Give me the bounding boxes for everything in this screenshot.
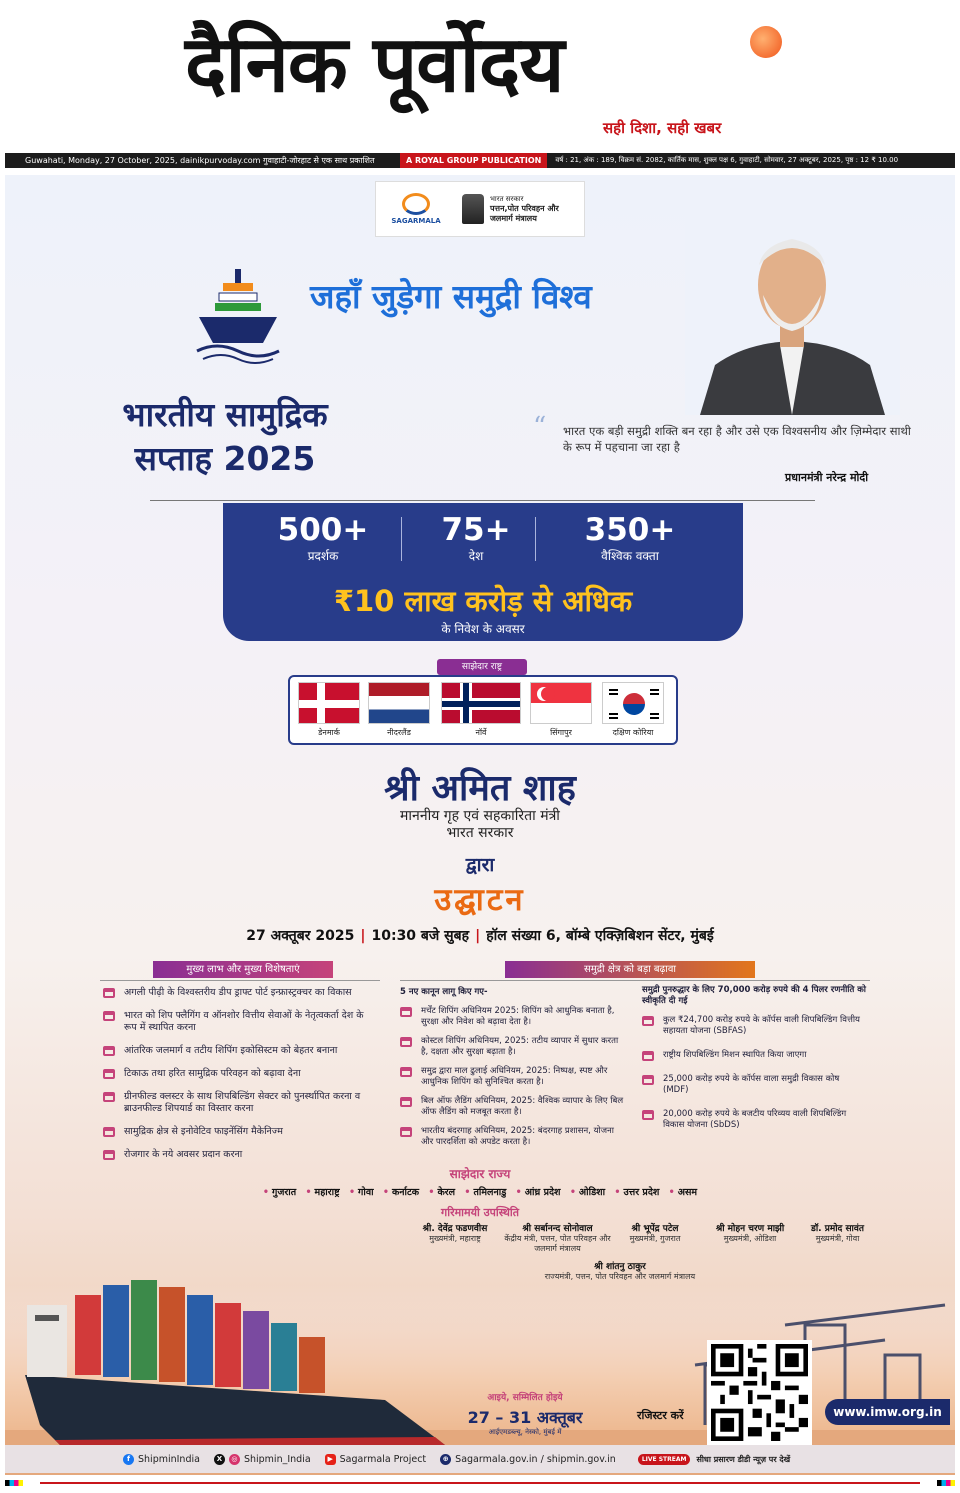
- list-item: [642, 1074, 867, 1096]
- law-text: मर्चेंट शिपिंग अधिनियम 2025: शिपिंग को आधुनिक बनाता है, सुरक्षा और निवेश को बढ़ावा देता है।: [421, 1006, 615, 1027]
- benefit-text: ग्रीनफील्ड क्लस्टर के साथ शिपबिल्डिंग सेक्टर को पुनर्स्थापित करना व ब्राउनफील्ड शिपयार्ड का विस्तार करना: [124, 1091, 361, 1114]
- norway-flag-icon: [441, 682, 521, 724]
- state-item: • तमिलनाडु: [464, 1187, 507, 1198]
- newspaper-title: दैनिक पूर्वोदय: [185, 19, 564, 110]
- live-stream-info: [638, 1454, 790, 1465]
- websites-text: Sagarmala.gov.in / shipmin.gov.in: [455, 1453, 616, 1465]
- document-icon: [400, 1037, 412, 1047]
- flag-denmark: [296, 682, 362, 738]
- flag-label: नीदरलैंड: [387, 728, 411, 737]
- south-korea-flag-icon: [602, 682, 664, 724]
- law-text: भारतीय बंदरगाह अधिनियम, 2025: बंदरगाह प्रशासन, योजना और पारदर्शिता को अपडेट करता है।: [421, 1126, 614, 1147]
- maritime-week-advertisement: [5, 175, 955, 1475]
- list-item: [400, 1036, 625, 1058]
- list-item: [103, 1045, 373, 1057]
- port-scene-illustration: [5, 1245, 955, 1475]
- state-item: • गोवा: [348, 1187, 374, 1198]
- list-item: [400, 1006, 625, 1028]
- building-icon: [103, 1150, 115, 1160]
- investment-subtext: के निवेश के अवसर: [441, 622, 525, 636]
- prime-minister-photo: [685, 215, 900, 415]
- live-text: सीधा प्रसारण डीडी न्यूज़ पर देखें: [696, 1454, 791, 1464]
- register-label: रजिस्टर करें: [637, 1409, 684, 1422]
- stat-divider: [401, 517, 402, 561]
- youtube-handle: Sagarmala Project: [339, 1453, 427, 1465]
- event-venue: हॉल संख्या 6, बॉम्बे एक्ज़िबिशन सेंटर, मुंबई: [486, 928, 714, 944]
- event-date: 27 अक्तूबर 2025: [246, 928, 355, 944]
- stat-label: देश: [468, 549, 484, 563]
- flag-singapore: [528, 682, 594, 738]
- web-link[interactable]: [440, 1454, 616, 1465]
- law-text: बिल ऑफ लैडिंग अधिनियम, 2025: वैश्विक व्यापार के लिए बिल ऑफ लैडिंग को मजबूत करता है।: [421, 1096, 624, 1117]
- youtube-icon: ▶: [325, 1454, 336, 1465]
- flag-netherlands: [366, 682, 432, 738]
- chief-guest-role: [5, 808, 955, 842]
- facebook-icon: f: [123, 1454, 134, 1465]
- benefit-text: सामुद्रिक क्षेत्र से इनोवेटिव फाइनेंसिंग मैकेनिज्म: [124, 1126, 283, 1137]
- pm-quote: [533, 412, 915, 455]
- coins-icon: [642, 1016, 654, 1026]
- dignitary-role: मुख्यमंत्री, गुजरात: [629, 1234, 681, 1243]
- chief-guest-name: श्री अमित शाह: [384, 768, 576, 809]
- national-emblem-icon: [462, 194, 484, 224]
- divider: [150, 500, 815, 501]
- building-icon: [103, 988, 115, 998]
- benefit-text: टिकाऊ तथा हरित सामुद्रिक परिवहन को बढ़ावा देना: [124, 1068, 301, 1079]
- event-details: 27 अक्तूबर 2025 | 10:30 बजे सुबह | हॉल संख्या 6, बॉम्बे एक्ज़िबिशन सेंटर, मुंबई: [246, 928, 714, 944]
- stat-value: 75+: [441, 512, 511, 548]
- fund-text: कुल ₹24,700 करोड़ रुपये के कॉर्पस वाली शिपबिल्डिंग वित्तीय सहायता योजना (SBFAS): [663, 1015, 860, 1036]
- issue-info: वर्ष : 21, अंक : 189, विक्रम सं. 2082, कार्तिक मास, शुक्ल पक्ष 6, गुवाहाटी, सोमवार, 27 अक्टूबर, 2025, पृष्ठ : 12 ₹ 10.00: [555, 156, 899, 164]
- coins-icon: [642, 1051, 654, 1061]
- list-item: [400, 1066, 625, 1088]
- law-text: कोस्टल शिपिंग अधिनियम, 2025: तटीय व्यापार में सुधार करता है, दक्षता और सुरक्षा बढ़ाता है।: [421, 1036, 619, 1057]
- registration-strip: [5, 1480, 23, 1486]
- stat-value: 350+: [584, 512, 676, 548]
- open-quote-icon: “: [533, 412, 547, 442]
- dignitary-role: मुख्यमंत्री, गोवा: [815, 1234, 860, 1243]
- sun-logo-icon: [750, 26, 782, 58]
- flag-label: डेनमार्क: [318, 728, 340, 737]
- event-dates: 27 – 31 अक्तूबर: [467, 1408, 583, 1427]
- stats-panel: [223, 503, 743, 641]
- denmark-flag-icon: [298, 682, 360, 724]
- benefit-text: अगली पीढ़ी के विश्वस्तरीय डीप ड्राफ्ट पोर्ट इन्फ्रास्ट्रक्चर का विकास: [124, 987, 352, 998]
- live-badge: LIVE STREAM: [638, 1454, 691, 1465]
- benefit-text: आंतरिक जलमार्ग व तटीय शिपिंग इकोसिस्टम को बेहतर बनाना: [124, 1045, 338, 1056]
- state-item: • ओडिशा: [569, 1187, 606, 1198]
- invite-text: आइये, सम्मिलित होइये: [487, 1393, 563, 1403]
- partner-flags: [288, 675, 678, 745]
- dignitary-name: डॉ. प्रमोद सावंत: [811, 1224, 864, 1234]
- event-time: 10:30 बजे सुबह: [371, 928, 470, 944]
- list-item: [103, 1068, 373, 1080]
- gov-label: भारत सरकार: [490, 195, 524, 203]
- event-title-line-1: भारतीय सामुद्रिक: [122, 395, 328, 434]
- slogan-heading: जहाँ जुड़ेगा समुद्री विश्व: [310, 277, 592, 316]
- stat-value: 500+: [277, 512, 369, 548]
- new-laws-list: [400, 987, 625, 1148]
- stat-label: प्रदर्शक: [307, 549, 339, 563]
- registration-qr-code[interactable]: [707, 1340, 812, 1445]
- dignitary-name: श्री. देवेंद्र फडणवीस: [422, 1224, 488, 1234]
- x-icon: X: [214, 1454, 225, 1465]
- list-item: [103, 1149, 373, 1161]
- list-item: [103, 1091, 373, 1115]
- publisher-badge: A ROYAL GROUP PUBLICATION: [400, 153, 547, 168]
- dignitary-role: राज्यमंत्री, पत्तन, पोत परिवहन और जलमार्ग मंत्रालय: [544, 1272, 696, 1281]
- state-item: • कर्नाटक: [382, 1187, 420, 1198]
- building-icon: [103, 1069, 115, 1079]
- masthead: [0, 0, 960, 150]
- registration-strip: [937, 1480, 955, 1486]
- laws-intro: 5 नए कानून लागू किए गए-: [400, 987, 488, 997]
- fund-text: 20,000 करोड़ रुपये के बजटीय परिव्यय वाली शिपबिल्डिंग विकास योजना (SbDS): [663, 1109, 847, 1130]
- state-item: • महाराष्ट्र: [305, 1187, 340, 1198]
- flag-label: दक्षिण कोरिया: [612, 728, 654, 737]
- dignitary-name: श्री मोहन चरण माझी: [715, 1224, 785, 1234]
- dignitary-card: [500, 1224, 615, 1254]
- role-line-1: माननीय गृह एवं सहकारिता मंत्री: [400, 808, 560, 824]
- document-icon: [400, 1007, 412, 1017]
- dignitary-card: [400, 1224, 510, 1244]
- ministry-line-2: जलमार्ग मंत्रालय: [490, 214, 537, 223]
- instagram-icon: ◎: [229, 1454, 240, 1465]
- document-icon: [400, 1127, 412, 1137]
- youtube-link[interactable]: [325, 1454, 427, 1465]
- benefits-heading: मुख्य लाभ और मुख्य विशेषताएं: [153, 961, 333, 978]
- list-item: [103, 1010, 373, 1034]
- ministry-line-1: पत्तन,पोत परिवहन और: [490, 204, 559, 213]
- dignitary-role: केंद्रीय मंत्री, पत्तन, पोत परिवहन और जलमार्ग मंत्रालय: [504, 1234, 611, 1253]
- facebook-link[interactable]: [123, 1454, 200, 1465]
- event-place: आईएमडब्ल्यू, नेस्को, मुंबई में: [488, 1428, 562, 1436]
- ministry-name: [490, 194, 559, 224]
- partner-states-heading: साझेदार राज्य: [449, 1167, 511, 1181]
- quote-author: प्रधानमंत्री नरेन्द्र मोदी: [785, 471, 869, 484]
- building-icon: [103, 1127, 115, 1137]
- building-icon: [103, 1092, 115, 1102]
- list-item: [642, 1015, 867, 1037]
- state-item: • असम: [668, 1187, 698, 1198]
- dignitary-card: [795, 1224, 880, 1244]
- event-dates-box: [460, 1390, 590, 1437]
- building-icon: [103, 1011, 115, 1021]
- state-item: • आंध्र प्रदेश: [515, 1187, 561, 1198]
- dignitary-name: श्री सर्बानन्द सोनोवाल: [522, 1224, 593, 1234]
- coins-icon: [642, 1110, 654, 1120]
- benefits-list: [103, 987, 373, 1172]
- ministry-logo-box: [375, 181, 585, 237]
- state-item: • केरल: [428, 1187, 456, 1198]
- netherlands-flag-icon: [368, 682, 430, 724]
- dateline-bar: [5, 153, 955, 168]
- coins-icon: [642, 1075, 654, 1085]
- sagarmala-logo: [376, 193, 456, 225]
- dignitary-name: श्री भूपेंद्र पटेल: [631, 1224, 679, 1234]
- list-item: [400, 1096, 625, 1118]
- page-bottom-line: [40, 1482, 920, 1484]
- law-text: समुद्र द्वारा माल ढुलाई अधिनियम, 2025: निष्पक्ष, स्पष्ट और आधुनिक शिपिंग को सुनिश्चित करता है।: [421, 1066, 608, 1087]
- stat-exhibitors: [253, 513, 393, 564]
- event-title: [85, 393, 365, 481]
- boost-rule: [400, 980, 870, 981]
- state-item: • उत्तर प्रदेश: [614, 1187, 660, 1198]
- facebook-handle: ShipminIndia: [138, 1453, 200, 1465]
- event-title-line-2: सप्ताह 2025: [134, 439, 316, 478]
- newspaper-tagline: सही दिशा, सही खबर: [603, 119, 722, 137]
- list-item: [642, 1109, 867, 1131]
- instagram-handle: Shipmin_India: [243, 1453, 311, 1465]
- benefit-text: भारत को शिप फ्लैगिंग व ऑनशोर वित्तीय सेवाओं के नेतृत्वकर्ता देश के रूप में स्थापित करना: [124, 1010, 364, 1033]
- document-icon: [400, 1097, 412, 1107]
- fund-text: राष्ट्रीय शिपबिल्डिंग मिशन स्थापित किया जाएगा: [663, 1050, 807, 1060]
- partner-states-list: [5, 1185, 955, 1198]
- dignitary-role: मुख्यमंत्री, महाराष्ट्र: [429, 1234, 481, 1243]
- funds-intro: समुद्री पुनरुद्धार के लिए 70,000 करोड़ रुपये की 4 पिलर रणनीति को स्वीकृति दी गई: [642, 985, 867, 1006]
- funds-list: [642, 985, 867, 1144]
- dignitary-card: [610, 1224, 700, 1244]
- quote-text: भारत एक बड़ी समुद्री शक्ति बन रहा है और उसे एक विश्वसनीय और ज़िम्मेदार साथी के रूप में पहचाना जा रहा है: [563, 424, 911, 454]
- sagarmala-label: SAGARMALA: [391, 217, 441, 225]
- dignitary-card: [510, 1262, 730, 1282]
- ship-icon: [193, 267, 283, 367]
- benefits-rule: [100, 980, 380, 981]
- stat-label: वैश्विक वक्ता: [601, 549, 659, 563]
- dignitary-card: [695, 1224, 805, 1244]
- list-item: [400, 1126, 625, 1148]
- ship-wheel-icon: [402, 193, 430, 215]
- stat-divider: [535, 517, 536, 561]
- state-item: • गुजरात: [262, 1187, 297, 1198]
- building-icon: [103, 1046, 115, 1056]
- list-item: [103, 987, 373, 999]
- boost-heading: समुद्री क्षेत्र को बड़ा बढ़ावा: [505, 961, 755, 978]
- role-line-2: भारत सरकार: [446, 825, 514, 841]
- partner-nations-label: साझेदार राष्ट्र: [437, 659, 527, 675]
- dignitary-role: मुख्यमंत्री, ओडिशा: [723, 1234, 777, 1243]
- singapore-flag-icon: [530, 682, 592, 724]
- globe-icon: ⊕: [440, 1454, 451, 1465]
- dateline-left: Guwahati, Monday, 27 October, 2025, dainikpurvoday.com गुवाहाटी-जोरहाट से एक साथ प्रकाशित: [25, 156, 375, 165]
- list-item: [642, 1050, 867, 1061]
- stat-countries: [411, 513, 541, 564]
- inauguration-label: उद्घाटन: [434, 882, 526, 918]
- instagram-link[interactable]: [214, 1454, 311, 1465]
- fund-text: 25,000 करोड़ रुपये के कॉर्पस वाला समुद्री विकास कोष (MDF): [663, 1074, 840, 1095]
- document-icon: [400, 1067, 412, 1077]
- benefit-text: रोजगार के नये अवसर प्रदान करना: [124, 1149, 243, 1160]
- stat-speakers: [545, 513, 715, 564]
- flag-label: सिंगापुर: [550, 728, 572, 737]
- dignitaries-heading: गरिमामयी उपस्थिति: [441, 1206, 519, 1219]
- list-item: [103, 1126, 373, 1138]
- flag-south-korea: [600, 682, 666, 738]
- flag-label: नॉर्वे: [475, 728, 487, 737]
- dignitary-name: श्री शांतनु ठाकुर: [594, 1262, 646, 1272]
- flag-norway: [440, 682, 522, 738]
- investment-headline: ₹10 लाख करोड़ से अधिक: [333, 584, 633, 618]
- by-label: द्वारा: [465, 854, 495, 876]
- website-link[interactable]: www.imw.org.in: [825, 1399, 950, 1425]
- social-footer: [5, 1445, 955, 1473]
